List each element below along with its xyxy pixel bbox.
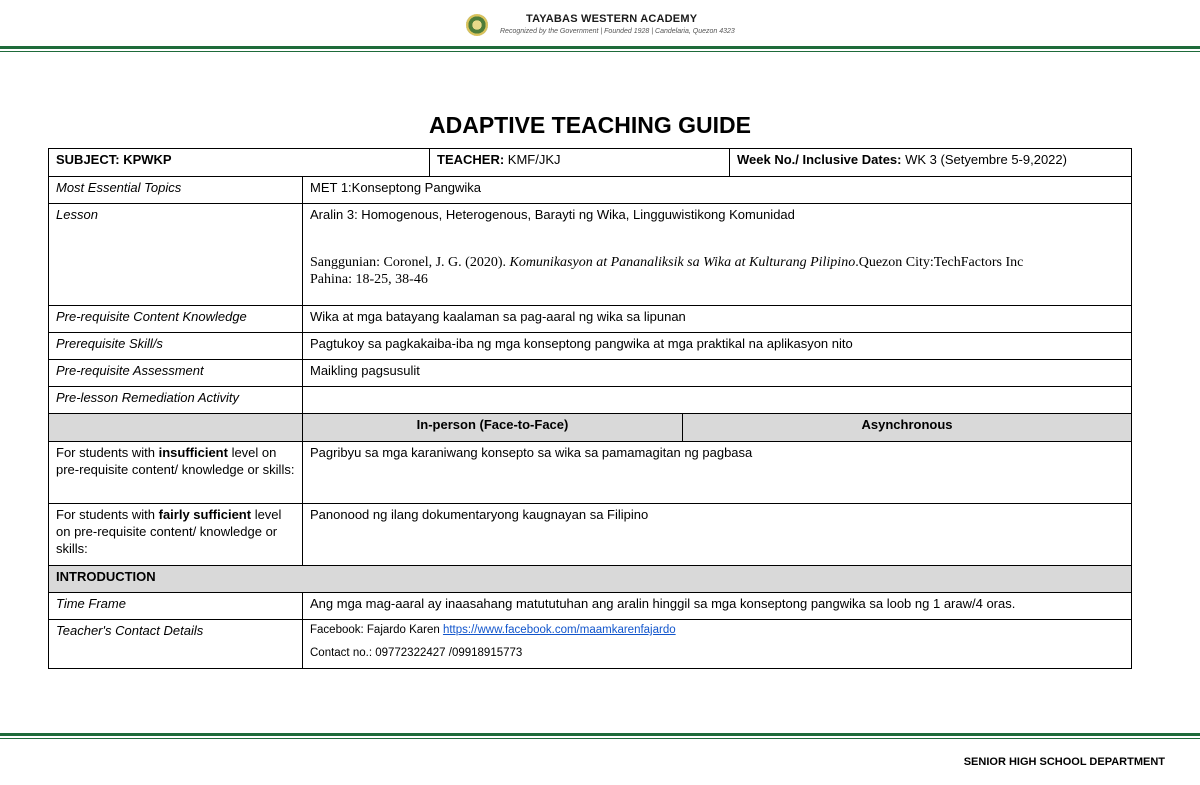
lesson-cell (303, 204, 1132, 306)
lesson-row (49, 204, 1132, 306)
school-subtitle: Recognized by the Government | Founded 1928 | Candelaria, Quezon 4323 (500, 28, 735, 35)
remediation-label: Pre-lesson Remediation Activity (49, 387, 303, 414)
lesson-pages: Pahina: 18-25, 38-46 (310, 272, 428, 287)
mode-header-row (49, 414, 1132, 442)
prereq-assessment-row (49, 360, 1132, 387)
insufficient-label: For students with insufficient level on pre-requisite content/ knowledge or skills: (49, 442, 303, 504)
time-frame-value: Ang mga mag-aaral ay inaasahang matututuhan ang aralin hinggil sa mga konseptong pangwika sa loob ng 1 araw/4 oras. (303, 593, 1132, 620)
letterhead (0, 8, 1200, 48)
insufficient-row (49, 442, 1132, 504)
remediation-row (49, 387, 1132, 414)
fairly-sufficient-row (49, 504, 1132, 566)
prereq-content-row (49, 306, 1132, 333)
contact-label: Teacher's Contact Details (49, 620, 303, 669)
time-frame-label: Time Frame (49, 593, 303, 620)
info-row (49, 149, 1132, 177)
fairly-sufficient-value: Panonood ng ilang dokumentaryong kaugnayan sa Filipino (303, 504, 1132, 566)
introduction-row (49, 566, 1132, 593)
in-person-heading: In-person (Face-to-Face) (303, 414, 683, 442)
prereq-skills-row (49, 333, 1132, 360)
topics-label: Most Essential Topics (49, 177, 303, 204)
header-rule-thin (0, 51, 1200, 52)
teaching-guide-table (48, 148, 1132, 669)
footer-rule-thin (0, 738, 1200, 739)
department-footer: SENIOR HIGH SCHOOL DEPARTMENT (963, 756, 1165, 768)
teacher-cell: TEACHER: KMF/JKJ (430, 149, 730, 177)
lesson-source: Sanggunian: Coronel, J. G. (2020). Komunikasyon at Pananaliksik sa Wika at Kulturang Pilipino.Quezon City:TechFactors Inc (310, 255, 1024, 270)
prereq-assessment-value: Maikling pagsusulit (303, 360, 1132, 387)
school-name: TAYABAS WESTERN ACADEMY (526, 13, 698, 25)
facebook-line: Facebook: Fajardo Karen https://www.facebook.com/maamkarenfajardo (310, 624, 676, 636)
mode-blank-cell (49, 414, 303, 442)
prereq-skills-value: Pagtukoy sa pagkakaiba-iba ng mga konseptong pangwika at mga praktikal na aplikasyon nito (303, 333, 1132, 360)
subject-cell: SUBJECT: KPWKP (49, 149, 430, 177)
contact-number: Contact no.: 09772322427 /09918915773 (310, 647, 523, 659)
contact-row (49, 620, 1132, 669)
header-rule (0, 46, 1200, 49)
footer-rule (0, 733, 1200, 736)
topics-row (49, 177, 1132, 204)
remediation-value (303, 387, 1132, 414)
prereq-content-label: Pre-requisite Content Knowledge (49, 306, 303, 333)
week-cell: Week No./ Inclusive Dates: WK 3 (Setyembre 5-9,2022) (730, 149, 1132, 177)
insufficient-value: Pagribyu sa mga karaniwang konsepto sa wika sa pamamagitan ng pagbasa (303, 442, 1132, 504)
lesson-label: Lesson (49, 204, 303, 306)
prereq-assessment-label: Pre-requisite Assessment (49, 360, 303, 387)
fairly-sufficient-label: For students with fairly sufficient level on pre-requisite content/ knowledge or skills: (49, 504, 303, 566)
prereq-skills-label: Prerequisite Skill/s (49, 333, 303, 360)
contact-cell (303, 620, 1132, 669)
prereq-content-value: Wika at mga batayang kaalaman sa pag-aaral ng wika sa lipunan (303, 306, 1132, 333)
school-seal-icon (466, 14, 488, 36)
facebook-link[interactable]: https://www.facebook.com/maamkarenfajardo (442, 624, 676, 636)
introduction-heading: INTRODUCTION (49, 566, 1132, 593)
topics-value: MET 1:Konseptong Pangwika (303, 177, 1132, 204)
asynchronous-heading: Asynchronous (683, 414, 1132, 442)
lesson-value: Aralin 3: Homogenous, Heterogenous, Barayti ng Wika, Lingguwistikong Komunidad (310, 207, 795, 222)
document-title: ADAPTIVE TEACHING GUIDE (428, 112, 752, 138)
time-frame-row (49, 593, 1132, 620)
